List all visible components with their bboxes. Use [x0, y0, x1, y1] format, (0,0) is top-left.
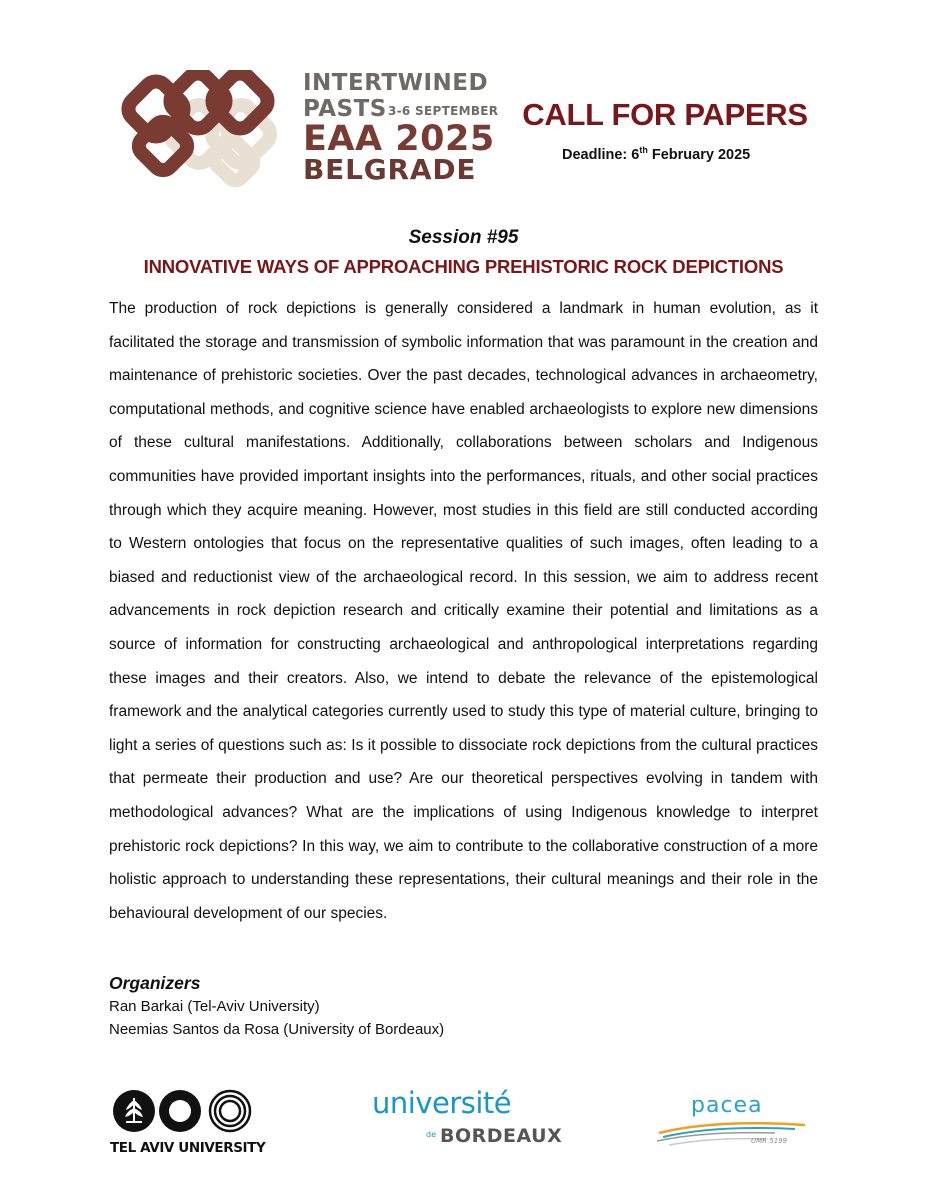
- tau-name: TEL AVIV UNIVERSITY: [110, 1140, 266, 1156]
- logo-line-pasts: PASTS: [303, 96, 387, 122]
- session-title: INNOVATIVE WAYS OF APPROACHING PREHISTORIC ROCK DEPICTIONS: [143, 256, 784, 277]
- session-number: Session #95: [408, 227, 519, 248]
- ub-word: université: [372, 1086, 512, 1120]
- tel-aviv-university-logo: [110, 1088, 266, 1158]
- organizer-item: Neemias Santos da Rosa (University of Bordeaux): [109, 1021, 445, 1038]
- universite-de-bordeaux-logo: [368, 1086, 563, 1152]
- session-abstract: The production of rock depictions is generally considered a landmark in human evolution, as it facilitated the storage and transmission of symbolic information that was paramount in the creation and maintenance of prehistoric societies. Over the past decades, technological advances in archaeometry, computational methods, and cognitive science have enabled archaeologists to explore new dimensions of these cultural manifestations. Additionally, collaborations between scholars and Indigenous communities have provided important insights into the performances, rituals, and other social practices through which they acquire meaning. However, most studies in this field are still conducted according to Western ontologies that focus on the representative qualities of such images, often leading to a biased and reductionist view of the archaeological record. In this session, we aim to address recent advancements in rock depiction research and critically examine their potential and limitations as a source of information for constructing archaeological and anthropological interpretations regarding these images and their creators. Also, we intend to debate the relevance of the epistemological framework and the analytical categories currently used to study this type of material culture, bringing to light a series of questions such as: Is it possible to dissociate rock depictions from the cultural practices that permeate their production and use? Are our theoretical perspectives evolving in tandem with methodological advances? What are the implications of using Indigenous knowledge to interpret prehistoric rock depictions? In this way, we aim to contribute to the collaborative construction of a more holistic approach to understanding these representations, their cultural meanings and their role in the behavioural development of our species.: [109, 300, 818, 922]
- deadline-text: [562, 145, 750, 163]
- tau-emblem-icon: [110, 1088, 260, 1140]
- pacea-logo: [655, 1095, 815, 1157]
- organizer-item: Ran Barkai (Tel-Aviv University): [109, 998, 320, 1015]
- call-for-papers-title: CALL FOR PAPERS: [522, 97, 808, 132]
- deadline-prefix: Deadline: 6: [562, 146, 640, 163]
- pacea-sub: UMR 5199: [751, 1137, 788, 1145]
- logo-line-eaa-2025: EAA 2025: [303, 119, 495, 159]
- eaa-2025-logo: [113, 68, 499, 188]
- logo-dates: 3-6 SEPTEMBER: [388, 104, 499, 118]
- organizers-heading: Organizers: [109, 973, 201, 993]
- logo-line-intertwined: INTERTWINED: [303, 70, 489, 96]
- pacea-word: pacea: [691, 1093, 763, 1118]
- deadline-suffix: February 2025: [647, 146, 751, 163]
- logo-line-belgrade: BELGRADE: [303, 153, 477, 186]
- interlaced-knot-icon: [113, 70, 293, 188]
- ub-city: BORDEAUX: [440, 1125, 563, 1147]
- pacea-swoosh-icon: [655, 1095, 815, 1157]
- deadline-ordinal: th: [639, 145, 648, 155]
- ub-de: de: [426, 1130, 436, 1139]
